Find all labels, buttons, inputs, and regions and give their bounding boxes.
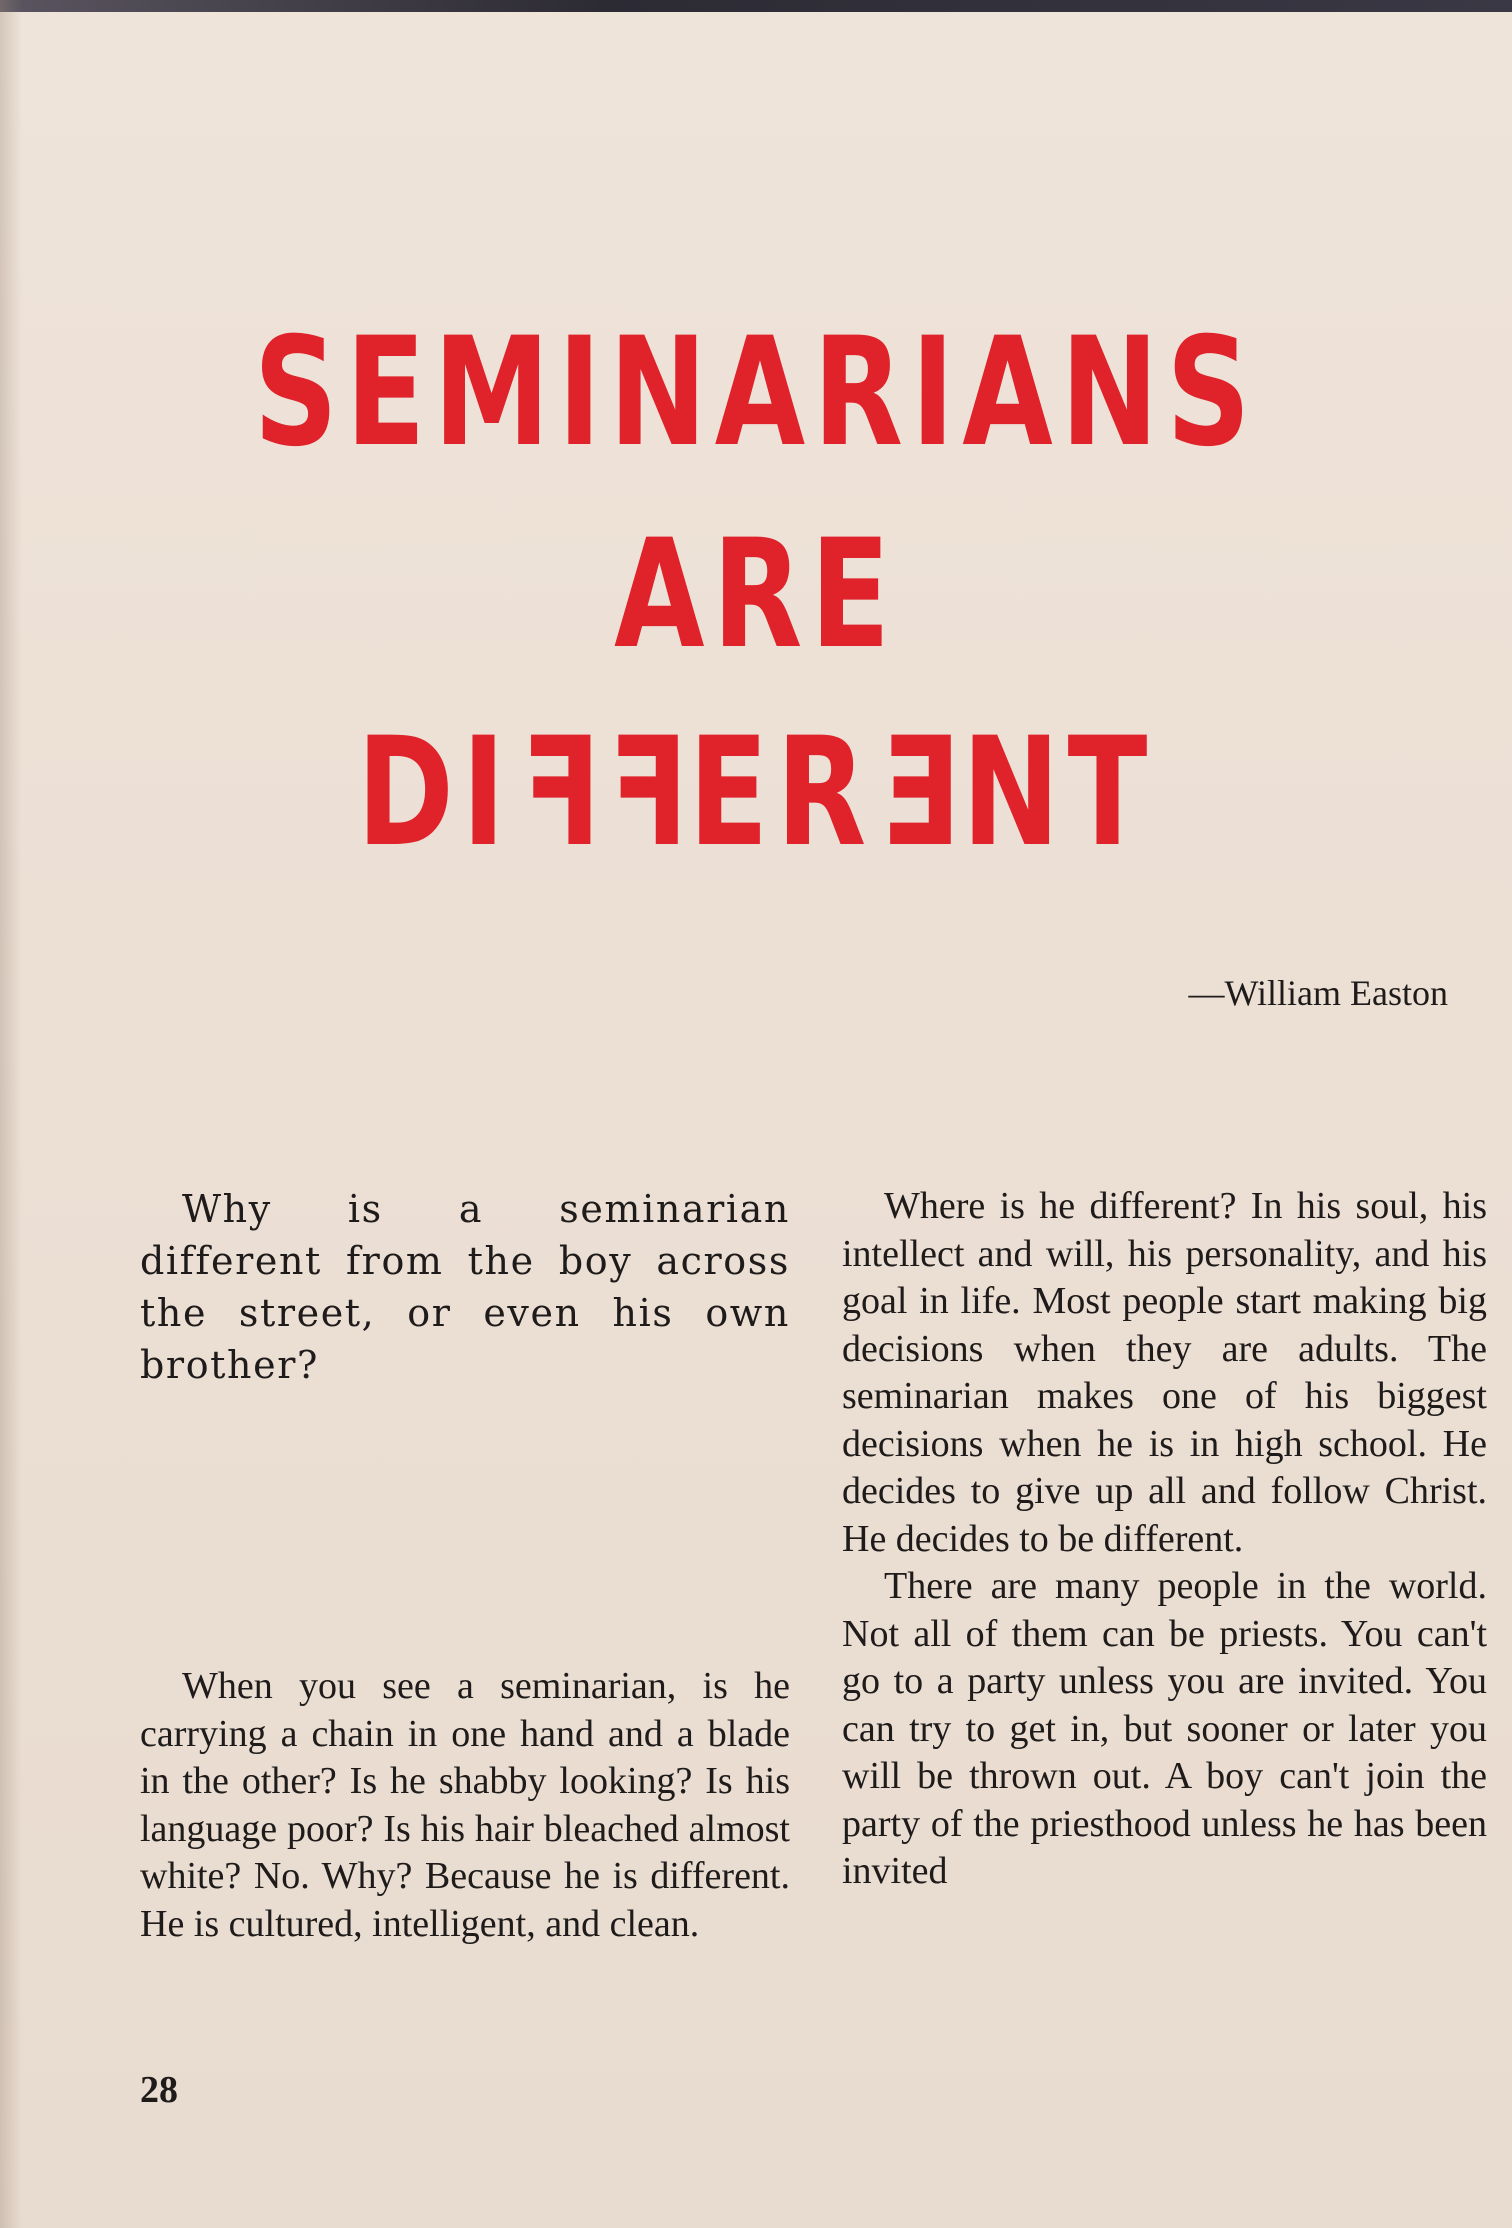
left-paragraph: When you see a seminarian, is he carrying a chain in one hand and a blade in the other? Is he shabby looking? Is his language poor? Is his hair bleached almost white? No. Why? Because he is different. He is cultured, intelligent, and clean. bbox=[140, 1665, 790, 1945]
headline-line-3-start: DI bbox=[356, 706, 514, 880]
headline-mirrored-f-2: F bbox=[600, 706, 689, 880]
page-top-edge bbox=[0, 0, 1512, 12]
right-paragraph-1: Where is he different? In his soul, his intellect and will, his personality, and his goal in life. Most people start making big decisions when they are adults. The seminarian makes one of his biggest decisions when he is in high school. He decides to give up all and follow Christ. He decides to be different. bbox=[842, 1185, 1487, 1560]
headline-mirrored-f-1: F bbox=[513, 706, 601, 880]
page-binding-shadow bbox=[0, 0, 22, 2228]
headline-line-3-mid: ER bbox=[688, 706, 875, 880]
headline-line-3 bbox=[166, 706, 1345, 880]
left-column-intro bbox=[140, 1183, 790, 1391]
page-number: 28 bbox=[140, 2069, 178, 2111]
intro-question: Why is a seminarian different from the boy across the street, or even his own brother? bbox=[140, 1187, 790, 1387]
right-column-body bbox=[842, 1183, 1487, 1896]
right-paragraph-2: There are many people in the world. Not all of them can be priests. You can't go to a party unless you are invited. You can try to get in, but sooner or later you will be thrown out. A boy can't join the party of the priesthood unless he has been invited bbox=[842, 1565, 1487, 1892]
left-column-body bbox=[140, 1663, 790, 1948]
headline-line-3-end: NT bbox=[961, 706, 1156, 880]
headline-line-1: SEMINARIANS bbox=[253, 306, 1259, 480]
headline-line-2: ARE bbox=[614, 508, 898, 682]
author-byline: —William Easton bbox=[1188, 973, 1448, 1013]
headline-mirrored-e: E bbox=[874, 706, 962, 880]
